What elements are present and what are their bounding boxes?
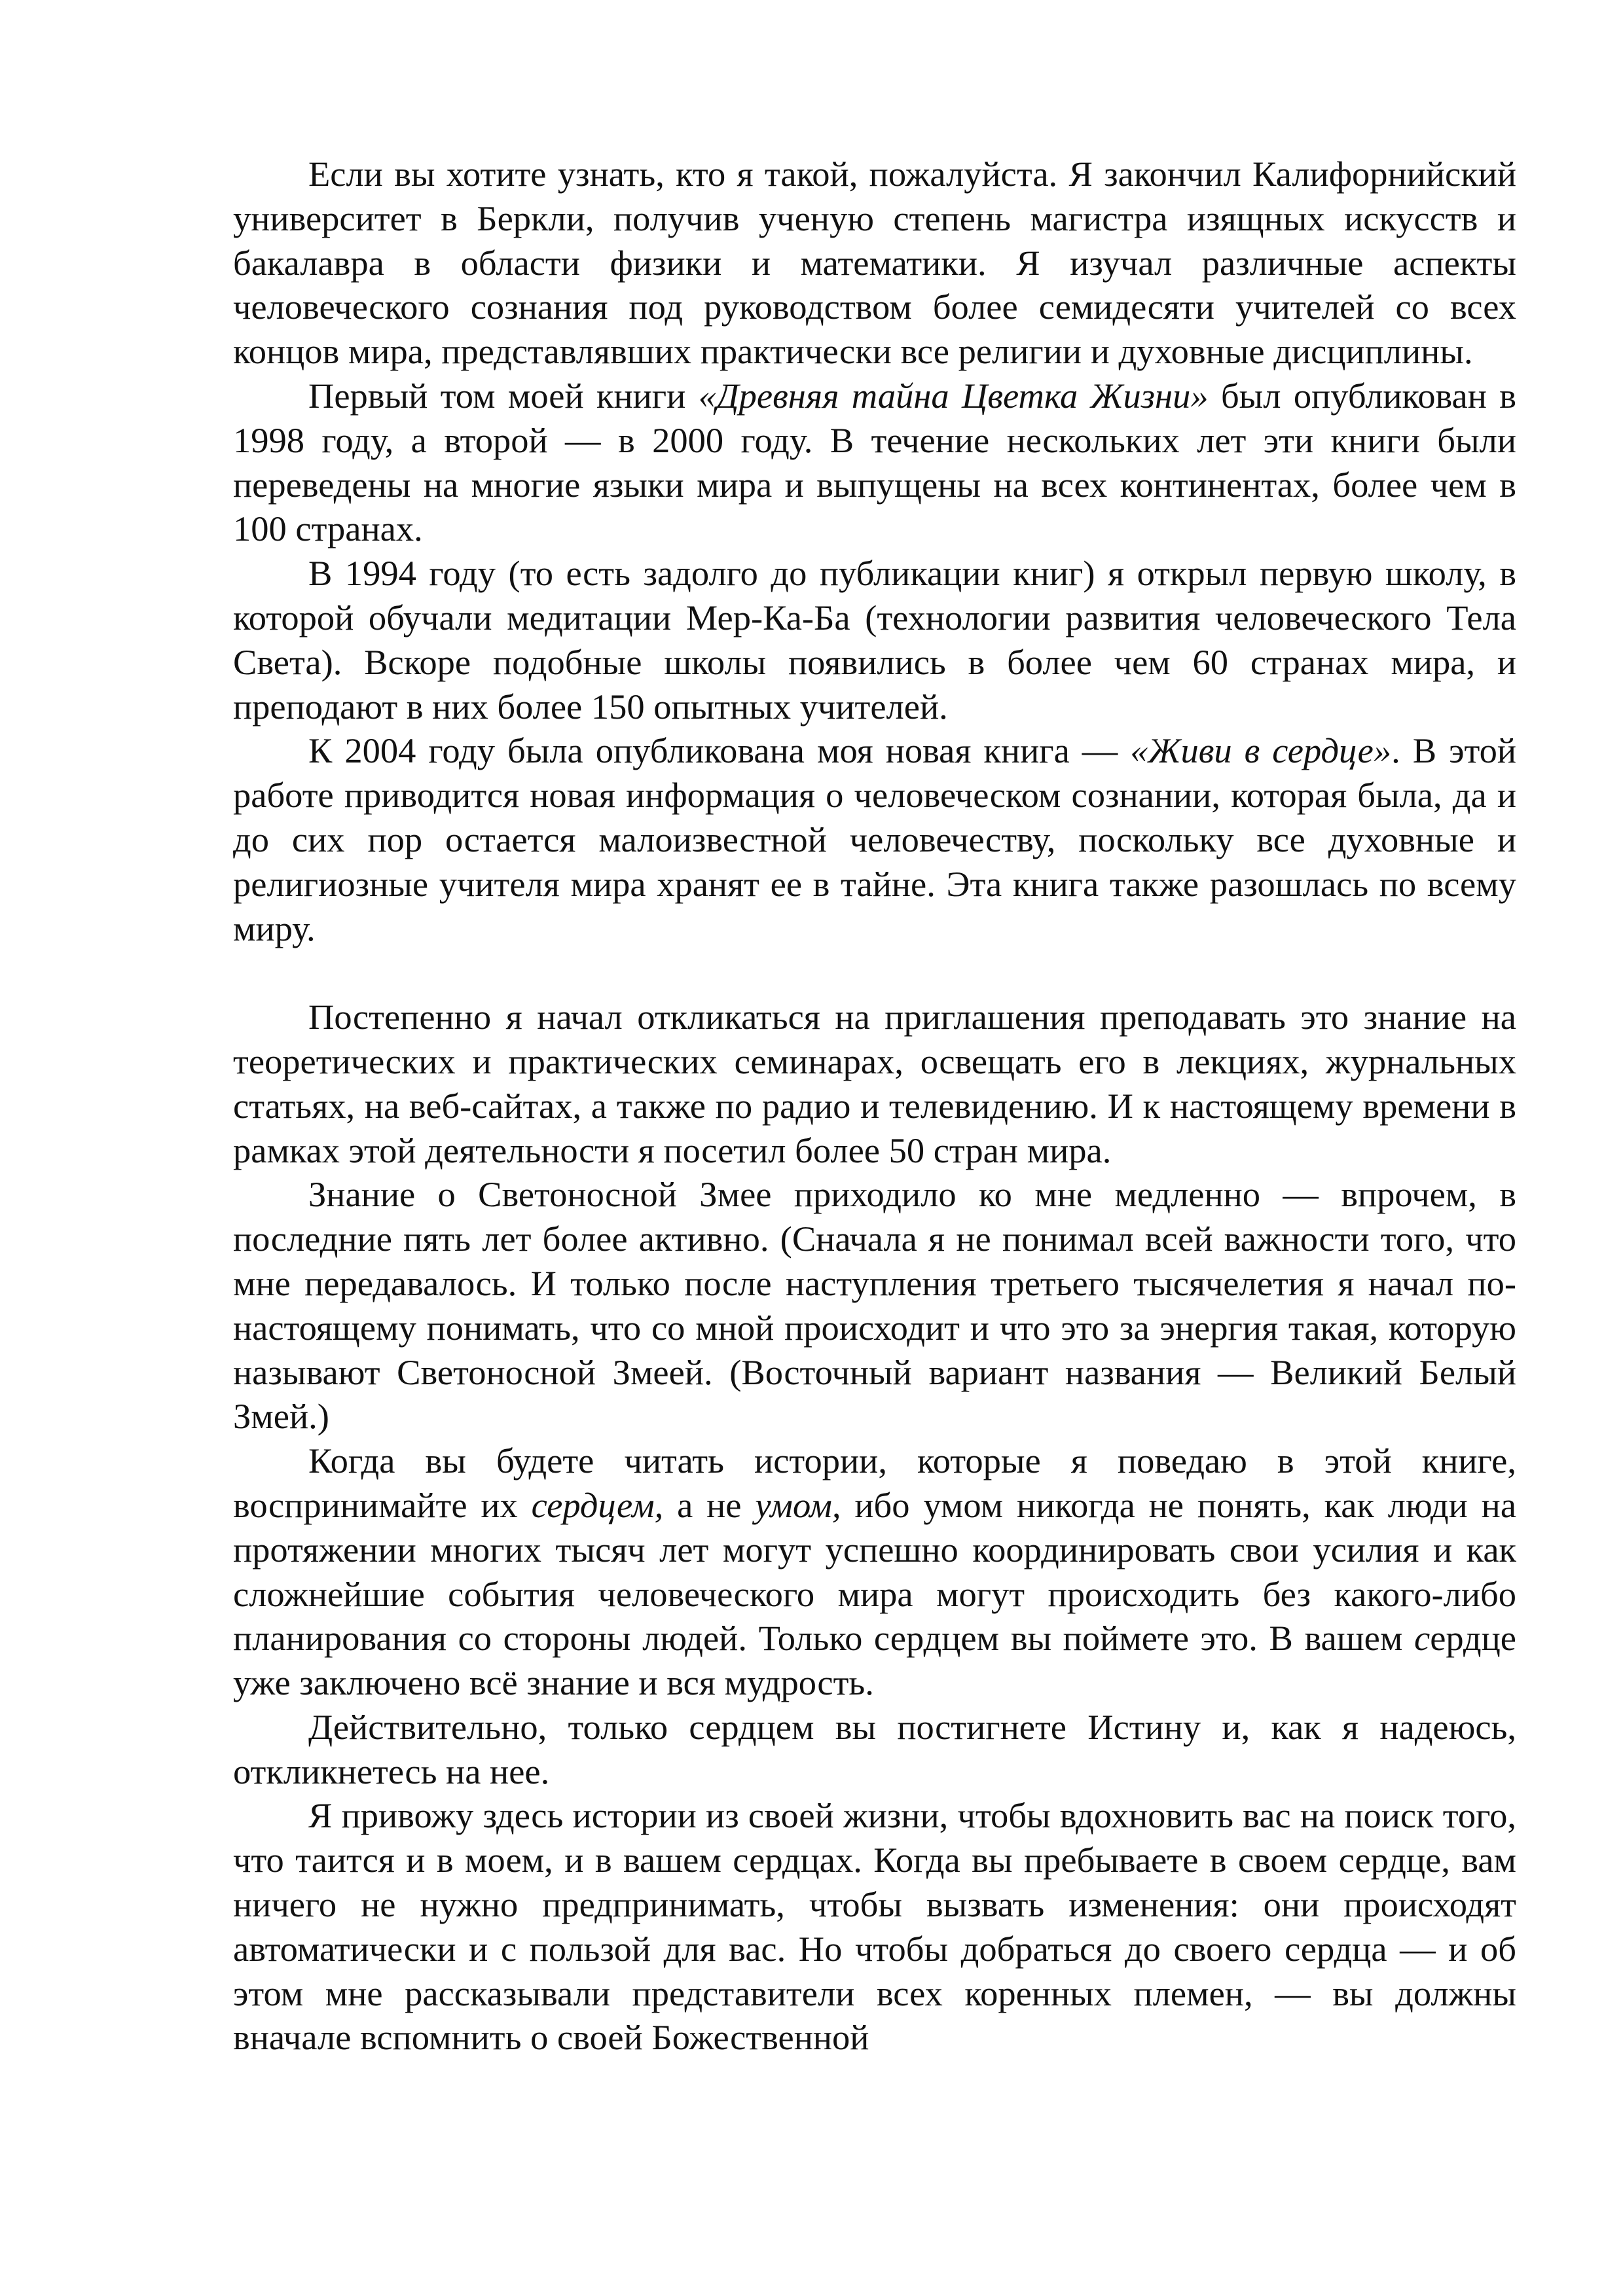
paragraph-7-text-a: Когда вы будете читать истории, которые я поведаю в этой книге, воспринимайте их	[233, 1441, 1516, 1525]
paragraph-7	[233, 1439, 1516, 1705]
paragraph-5	[233, 995, 1516, 1172]
paragraph-9	[233, 1793, 1516, 2060]
paragraph-2	[233, 374, 1516, 551]
book-title-living-in-heart: «Живи в сердце»	[1130, 730, 1392, 771]
paragraph-5-text: Постепенно я начал откликаться на приглашения преподавать это знание на теоретических и практических семинарах, освещать его в лекциях, журнальных статьях, на веб-сайтах, а также по радио и телевидению. И к настоящему времени в рамках этой деятельности я посетил более 50 стран мира.	[233, 997, 1516, 1170]
paragraph-3-text: В 1994 году (то есть задолго до публикации книг) я открыл первую школу, в которой обучали медитации Мер-Ка-Ба (технологии развития человеческого Тела Света). Вскоре подобные школы появились в более чем 60 странах мира, и преподают в них более 150 опытных учителей.	[233, 553, 1516, 726]
emphasis-letter: с	[1413, 1618, 1431, 1659]
paragraph-6	[233, 1172, 1516, 1439]
paragraph-9-text: Я привожу здесь истории из своей жизни, чтобы вдохновить вас на поиск того, что таится и в моем, и в вашем сердцах. Когда вы пребываете в своем сердце, вам ничего не нужно предпринимать, чтобы вызвать изменения: они происходят автоматически и с пользой для вас. Но чтобы добраться до своего сердца — и об этом мне рассказывали представители всех коренных племен, — вы должны вначале вспомнить о своей Божественной	[233, 1795, 1516, 2058]
paragraph-gap	[233, 950, 1516, 995]
paragraph-2-text-b: был опубликован в 1998 году, а второй — в 2000 году. В течение нескольких лет эти книги были переведены на многие языки мира и выпущены на всех континентах, более чем в 100 странах.	[233, 375, 1516, 549]
paragraph-3	[233, 551, 1516, 728]
paragraph-1-text: Если вы хотите узнать, кто я такой, пожалуйста. Я закончил Калифорнийский университет в Беркли, получив ученую степень магистра изящных искусств и бакалавра в области физики и математики. Я изучал различные аспекты человеческого сознания под руководством более семидесяти учителей со всех концов мира, представлявших практически все религии и духовные дисциплины.	[233, 154, 1516, 372]
paragraph-8	[233, 1705, 1516, 1794]
emphasis-heart: сердцем,	[531, 1484, 664, 1525]
paragraph-4-text-b: . В этой работе приводится новая информация о человеческом сознании, которая была, да и до сих пор остается малоизвестной человечеству, поскольку все духовные и религиозные учителя мира хранят ее в тайне. Эта книга также разошлась по всему миру.	[233, 730, 1516, 948]
paragraph-4-text-a: К 2004 году была опубликована моя новая книга —	[308, 730, 1131, 771]
book-title-flower-of-life: «Древняя тайна Цветка Жизни»	[698, 375, 1209, 416]
paragraph-7-text-d: ердце уже заключено всё знание и вся мудрость.	[233, 1618, 1516, 1703]
paragraph-1	[233, 152, 1516, 374]
document-page	[233, 152, 1516, 2060]
paragraph-2-text-a: Первый том моей книги	[308, 375, 699, 416]
paragraph-7-text-b: а не	[663, 1484, 756, 1525]
paragraph-6-text: Знание о Светоносной Змее приходило ко мне медленно — впрочем, в последние пять лет более активно. (Сначала я не понимал всей важности того, что мне передавалось. И только после наступления третьего тысячелетия я начал по-настоящему понимать, что со мной происходит и что это за энергия такая, которую называют Светоносной Змеей. (Восточный вариант названия — Великий Белый Змей.)	[233, 1174, 1516, 1437]
paragraph-4	[233, 728, 1516, 950]
paragraph-7-text-c: ибо умом никогда не понять, как люди на протяжении многих тысяч лет могут успешно координировать свои усилия и как сложнейшие события человеческого мира могут происходить без какого-либо планирования со стороны людей. Только сердцем вы поймете это. В вашем	[233, 1484, 1517, 1659]
emphasis-mind: умом,	[755, 1484, 841, 1525]
paragraph-8-text: Действительно, только сердцем вы постигнете Истину и, как я надеюсь, откликнетесь на нее.	[233, 1706, 1516, 1791]
